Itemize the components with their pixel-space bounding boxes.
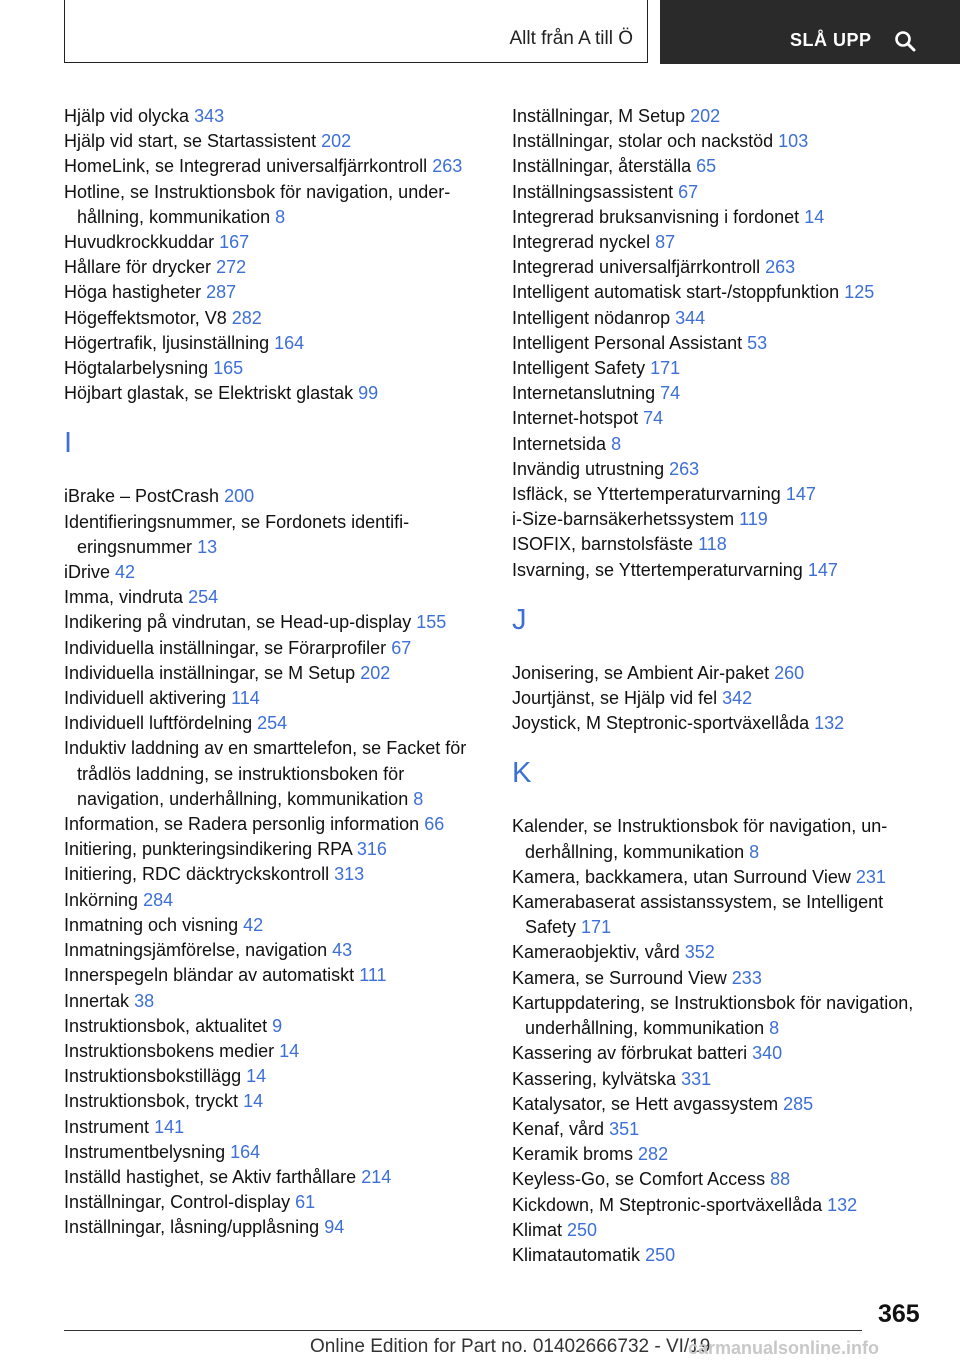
page-link[interactable]: 164 [230,1141,261,1162]
index-entry [512,661,922,686]
index-entry [64,356,484,381]
index-entry [512,129,922,154]
index-entry [64,484,484,509]
search-label: SLÅ UPP [790,30,872,50]
page-link[interactable]: 14 [804,206,825,227]
index-entry [512,1117,922,1142]
index-entry [512,356,922,381]
page-link[interactable]: 260 [774,662,805,683]
index-entry-text: Instruktionsbokstillägg [64,1066,242,1087]
page-link[interactable]: 111 [359,965,387,986]
page-link[interactable]: 53 [747,332,768,353]
index-entry [512,406,922,431]
index-letter-heading: I [64,427,73,460]
index-entry-text: Information, se Radera personlig information [64,814,420,835]
index-entry-text: Innerspegeln bländar av automatiskt [64,965,355,986]
index-entry [64,510,484,560]
index-entry [64,837,484,862]
index-letter-heading: J [512,603,527,636]
page-link[interactable]: 14 [279,1040,300,1061]
page-link[interactable]: 263 [432,156,463,177]
index-entry [512,482,922,507]
index-entry [512,280,922,305]
index-entry [64,1039,484,1064]
index-entry [64,711,484,736]
index-entry [64,331,484,356]
index-entry [64,381,484,406]
index-entry-text: Inställd hastighet, se Aktiv farthållare [64,1166,357,1187]
index-entry-text: Inställningsassistent [512,181,674,202]
index-entry-text: Hjälp vid start, se Startassistent [64,131,317,152]
search-button[interactable] [660,0,960,64]
index-entry-text: Individuella inställningar, se Förarprofiler [64,637,387,658]
index-column-left [64,104,484,1241]
index-entry [512,1193,922,1218]
index-entry-text: Kassering av förbrukat batteri [512,1043,748,1064]
index-entry [512,381,922,406]
index-entry-text: Inställningar, återställa [512,156,692,177]
page-link[interactable]: 118 [698,534,727,555]
index-entry-text: Imma, vindruta [64,587,184,608]
page-link[interactable]: 155 [416,612,447,633]
index-entry-text: Kenaf, vård [512,1118,605,1139]
index-entry-text: ISOFIX, barnstolsfäste [512,534,694,555]
index-entry-text: Instruktionsbok, tryckt [64,1091,239,1112]
page-link[interactable]: 285 [783,1093,814,1114]
page-link[interactable]: 61 [295,1192,316,1213]
page-link[interactable]: 94 [324,1217,345,1238]
index-entry [64,1215,484,1240]
page-link[interactable]: 8 [611,433,622,454]
index-entry-text: Instruktionsbokens medier [64,1040,275,1061]
page-link[interactable]: 202 [321,131,352,152]
page-link[interactable]: 342 [722,688,753,709]
index-entry [64,230,484,255]
index-entry-text: Invändig utrustning [512,458,665,479]
page-link[interactable]: 13 [197,536,218,557]
page-number: 365 [878,1300,920,1328]
page-link[interactable]: 147 [807,559,838,580]
page-link[interactable]: 67 [678,181,699,202]
index-entry [512,532,922,557]
index-entry [64,280,484,305]
page-link[interactable]: 38 [134,990,155,1011]
index-entry-text: Instrumentbelysning [64,1141,226,1162]
index-entry-text: Instruktionsbok, aktualitet [64,1015,268,1036]
index-entry [512,711,922,736]
index-entry-text: Intelligent Personal Assistant [512,332,743,353]
page-link[interactable]: 282 [638,1144,669,1165]
index-entry [512,104,922,129]
index-entry [512,1067,922,1092]
page-link[interactable]: 9 [272,1015,283,1036]
index-entry [512,940,922,965]
index-entry [512,1041,922,1066]
page-link[interactable]: 352 [684,942,715,963]
index-entry-text: Jonisering, se Ambient Air-paket [512,662,770,683]
page-link[interactable]: 272 [216,257,247,278]
section-tab[interactable] [64,0,648,63]
index-entry [64,255,484,280]
index-entry [64,306,484,331]
index-entry-text: Intelligent Safety [512,358,646,379]
index-entry-text: Inställningar, M Setup [512,106,686,126]
index-entry-text: Kickdown, M Steptronic-sportväxellåda [512,1194,823,1215]
index-entry [512,1167,922,1192]
index-entry-text: Kartuppdatering, se Instruktionsbok för navigation, underhållning, kommunikation [512,992,914,1039]
page-link[interactable]: 250 [567,1219,598,1240]
index-entry [64,888,484,913]
section-title: Allt från A till Ö [509,28,633,49]
index-entry-text: Katalysator, se Hett avgassystem [512,1093,779,1114]
index-entry-text: HomeLink, se Integrerad universalfjärrkontroll [64,156,428,177]
index-entry-text: iDrive [64,562,111,583]
index-entry-text: Intelligent automatisk start-/stoppfunktion [512,282,840,303]
index-entry [64,686,484,711]
index-column-right [512,104,922,1268]
index-entry [512,180,922,205]
index-entry [64,1165,484,1190]
index-entry-text: Internetanslutning [512,383,656,404]
page-link[interactable]: 165 [213,358,244,379]
index-entry-text: Klimatautomatik [512,1244,641,1265]
index-entry-text: Kamera, se Surround View [512,967,727,988]
page-link[interactable]: 67 [391,637,412,658]
index-entry-text: Höga hastigheter [64,282,202,303]
page-link[interactable]: 65 [696,156,717,177]
index-entry-text: Kalender, se Instruktionsbok för navigation, underhållning, kommunikation [512,816,888,862]
index-entry [512,1243,922,1268]
page-link[interactable]: 99 [358,383,379,404]
index-entry-text: Klimat [512,1219,563,1240]
index-entry-text: Keramik broms [512,1144,634,1165]
page-link[interactable]: 14 [246,1066,267,1087]
index-entry-text: Hållare för drycker [64,257,212,278]
page-link[interactable]: 351 [609,1118,640,1139]
page-link[interactable]: 132 [827,1194,858,1215]
index-entry [512,205,922,230]
index-entry-text: Inställningar, Control-display [64,1192,291,1213]
index-entry-text: Jourtjänst, se Hjälp vid fel [512,688,718,709]
page-link[interactable]: 74 [660,383,681,404]
index-entry-text: Innertak [64,990,130,1011]
page-link[interactable]: 125 [844,282,875,303]
index-entry-text: Identifieringsnummer, se Fordonets identifieringsnummer [64,511,410,557]
page-link[interactable]: 87 [655,232,676,253]
page-link[interactable]: 171 [650,358,681,379]
page-link[interactable]: 202 [690,106,721,126]
page-link[interactable]: 313 [334,864,365,885]
index-letter-heading: K [512,757,532,790]
index-entry [64,154,484,179]
page-link[interactable]: 343 [194,106,225,126]
index-entry [64,989,484,1014]
index-entry [64,812,484,837]
index-entry [512,686,922,711]
index-entry [64,610,484,635]
index-entry [512,1142,922,1167]
page-link[interactable]: 254 [257,713,288,734]
page-link[interactable]: 8 [275,206,286,227]
page-link[interactable]: 171 [581,917,612,938]
index-entry [64,104,484,129]
index-entry [512,966,922,991]
index-entry-text: Individuell aktivering [64,688,227,709]
index-entry-text: Högertrafik, ljusinställning [64,332,270,353]
index-entry [512,457,922,482]
index-entry [512,1218,922,1243]
index-entry [512,865,922,890]
page-link[interactable]: 282 [231,307,262,328]
page-link[interactable]: 231 [855,866,886,887]
page-link[interactable]: 340 [752,1043,783,1064]
index-entry-text: Inställningar, stolar och nackstöd [512,131,774,152]
page-link[interactable]: 119 [739,509,768,530]
index-entry [64,938,484,963]
page-link[interactable]: 263 [765,257,796,278]
index-entry [64,1190,484,1215]
index-entry [512,991,922,1041]
index-entry-text: Isvarning, se Yttertemperaturvarning [512,559,803,580]
page-link[interactable]: 66 [424,814,445,835]
index-entry-text: Inmatningsjämförelse, navigation [64,940,328,961]
page-link[interactable]: 331 [681,1068,712,1089]
page-link[interactable]: 42 [115,562,136,583]
index-entry-text: Joystick, M Steptronic-sportväxellåda [512,713,810,734]
index-entry [64,1064,484,1089]
page-link[interactable]: 344 [675,307,706,328]
index-entry-text: Inställningar, låsning/upplåsning [64,1217,320,1238]
index-entry-text: Initiering, punkteringsindikering RPA [64,839,352,860]
page-link[interactable]: 114 [231,688,260,709]
page-link[interactable]: 132 [814,713,845,734]
index-entry-text: Inmatning och visning [64,914,239,935]
index-entry-text: Integrerad nyckel [512,232,651,253]
index-entry [64,736,484,812]
index-entry-text: Kassering, kylvätska [512,1068,677,1089]
page-link[interactable]: 8 [749,841,760,862]
index-entry [512,814,922,864]
index-entry [64,661,484,686]
index-entry [512,507,922,532]
index-entry-text: Keyless-Go, se Comfort Access [512,1169,766,1190]
page-header [64,0,960,64]
index-entry-text: Initiering, RDC däcktryckskontroll [64,864,330,885]
index-entry [512,331,922,356]
index-entry-text: Kamerabaserat assistanssystem, se Intelligent Safety [512,892,884,938]
page-link[interactable]: 103 [778,131,809,152]
index-entry-text: Internet-hotspot [512,408,639,429]
page-link[interactable]: 8 [413,788,424,809]
index-entry [64,129,484,154]
index-entry-text: Huvudkrockkuddar [64,232,215,253]
index-entry-text: Individuell luftfördelning [64,713,253,734]
index-entry [64,585,484,610]
page-link[interactable]: 254 [188,587,219,608]
page-link[interactable]: 42 [243,914,264,935]
page-link[interactable]: 141 [154,1116,185,1137]
index-entry-text: Hotline, se Instruktionsbok för navigation, underhållning, kommunikation [64,181,451,227]
index-entry-text: Isfläck, se Yttertemperaturvarning [512,484,781,505]
page-link[interactable]: 200 [224,486,255,507]
index-entry [64,180,484,230]
index-entry-text: Hjälp vid olycka [64,106,190,126]
page-link[interactable]: 284 [143,889,174,910]
page-link[interactable]: 316 [356,839,387,860]
index-entry-text: iBrake – PostCrash [64,486,220,507]
index-entry [64,636,484,661]
page-link[interactable]: 233 [731,967,762,988]
index-entry [64,963,484,988]
search-icon [894,30,916,52]
index-entry [512,230,922,255]
index-entry-text: Indikering på vindrutan, se Head-up-display [64,612,412,633]
index-entry [512,1092,922,1117]
index-entry-text: i-Size-barnsäkerhetssystem [512,509,735,530]
page-link[interactable]: 8 [769,1018,780,1039]
index-entry-text: Internetsida [512,433,607,454]
index-entry [512,306,922,331]
index-entry-text: Kamera, backkamera, utan Surround View [512,866,851,887]
index-entry [512,432,922,457]
index-entry-text: Inkörning [64,889,139,910]
index-entry [512,255,922,280]
index-entry [512,558,922,583]
index-entry [64,1140,484,1165]
index-entry-text: Intelligent nödanrop [512,307,671,328]
page-link[interactable]: 287 [206,282,237,303]
page-link[interactable]: 14 [243,1091,264,1112]
index-entry [64,1115,484,1140]
page-link[interactable]: 263 [669,458,700,479]
index-entry-text: Höjbart glastak, se Elektriskt glastak [64,383,354,404]
page-link[interactable]: 214 [361,1166,392,1187]
index-entry-text: Högeffektsmotor, V8 [64,307,227,328]
index-entry [64,560,484,585]
footer-divider [64,1330,862,1331]
page-link[interactable]: 250 [645,1244,676,1265]
page-link[interactable]: 167 [219,232,250,253]
index-entry [64,1014,484,1039]
index-entry-text: Kameraobjektiv, vård [512,942,680,963]
index-entry-text: Integrerad universalfjärrkontroll [512,257,761,278]
index-entry-text: Integrerad bruksanvisning i fordonet [512,206,800,227]
page-link[interactable]: 88 [770,1169,791,1190]
page-link[interactable]: 43 [332,940,353,961]
index-entry-text: Instrument [64,1116,150,1137]
index-entry [64,1089,484,1114]
index-entry [512,154,922,179]
index-entry-text: Högtalarbelysning [64,358,209,379]
page-link[interactable]: 164 [274,332,305,353]
index-entry-text: Individuella inställningar, se M Setup [64,662,356,683]
page-link[interactable]: 74 [643,408,664,429]
index-entry-text: Induktiv laddning av en smarttelefon, se Facket för trådlös laddning, se instruktionsboken för navigation, underhållning, kommunikation [64,738,467,809]
index-entry [64,913,484,938]
page-link[interactable]: 147 [785,484,816,505]
index-entry [64,862,484,887]
edition-text: Online Edition for Part no. 01402666732 - VI/19 [310,1336,711,1357]
page-link[interactable]: 202 [360,662,391,683]
index-entry [512,890,922,940]
watermark: carmanualsonline.info [688,1338,880,1358]
